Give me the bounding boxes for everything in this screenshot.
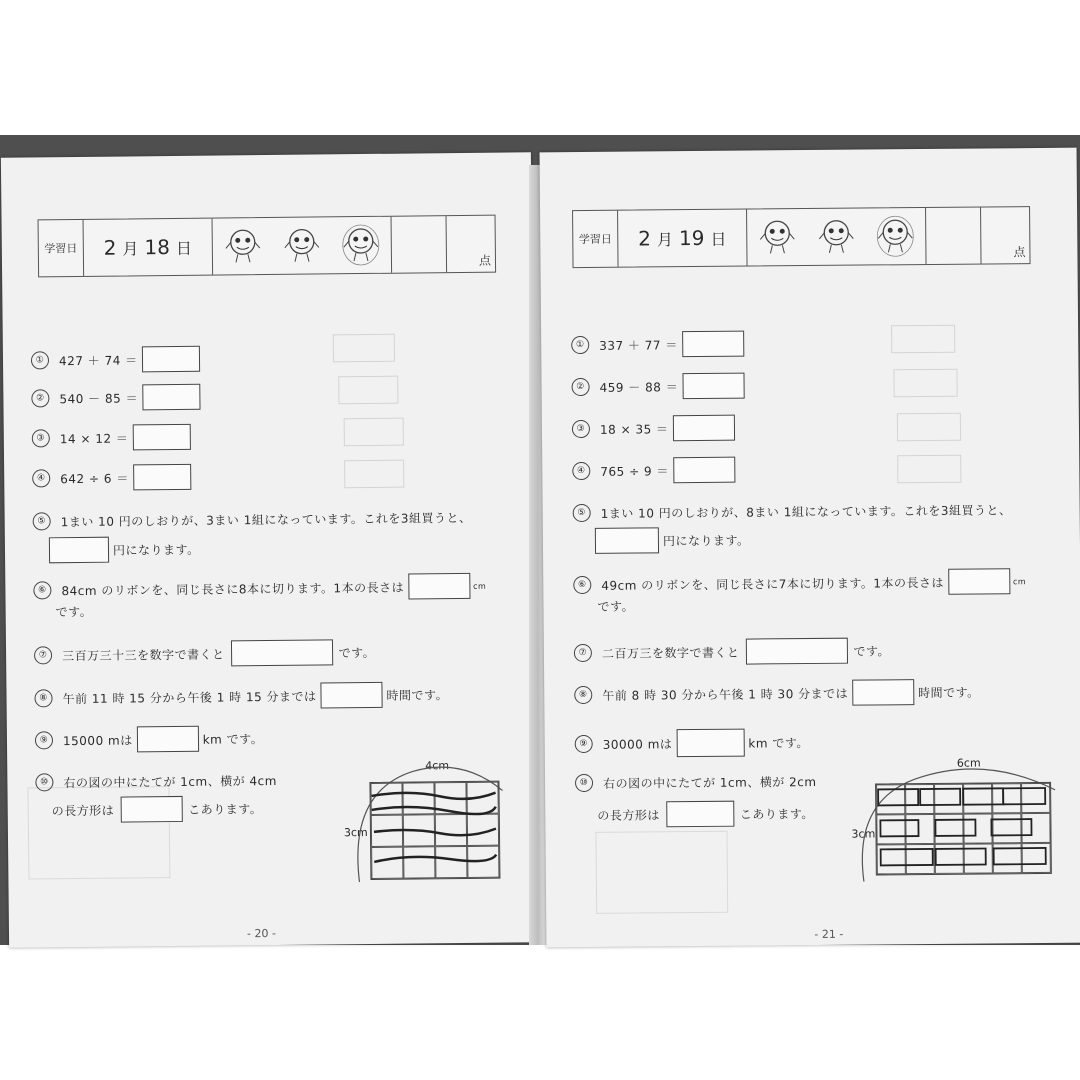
question-1	[31, 346, 200, 374]
question-text: km です。	[202, 731, 264, 747]
question-6	[573, 568, 1026, 598]
points-box	[447, 216, 496, 272]
question-text: の長方形は	[597, 807, 660, 823]
question-text: 時間です。	[918, 685, 980, 700]
answer-box[interactable]	[320, 682, 382, 709]
figure-width-label: 4cm	[425, 759, 450, 773]
answer-box[interactable]	[852, 679, 914, 706]
question-text: 午前 11 時 15 分から午後 1 時 15 分までは	[62, 689, 317, 706]
question-text: 1まい 10 円のしおりが、8まい 1組になっています。これを3組買うと、	[600, 502, 1012, 521]
question-text: 337 ＋ 77 ＝	[599, 337, 678, 353]
question-3	[572, 415, 735, 442]
day-unit: 日	[710, 229, 727, 249]
question-number: ⑤	[33, 512, 51, 530]
question-text: 右の図の中にたてが 1cm、横が 4cm	[63, 773, 277, 790]
answer-box[interactable]	[49, 537, 109, 564]
question-number: ⑨	[35, 731, 53, 749]
study-date-header	[38, 215, 497, 278]
question-text: 15000 mは	[62, 732, 133, 748]
character-icon	[757, 215, 797, 259]
pencil-marks	[369, 781, 500, 878]
question-number: ⑦	[574, 644, 592, 662]
question-8	[574, 679, 980, 709]
date-field	[618, 210, 747, 267]
bleed-through-mark	[893, 369, 957, 398]
question-number: ⑧	[34, 689, 52, 707]
question-10-line2	[52, 795, 263, 823]
question-10	[35, 771, 277, 792]
question-text: 14 × 12 ＝	[59, 430, 129, 446]
question-text: 三百万三十三を数字で書くと	[62, 646, 225, 663]
answer-box[interactable]	[120, 796, 182, 823]
question-text: こあります。	[188, 801, 263, 817]
question-number: ①	[571, 336, 589, 354]
question-5	[573, 500, 1012, 522]
day-value: 19	[678, 225, 705, 251]
question-number: ④	[572, 462, 590, 480]
answer-box[interactable]	[132, 424, 190, 451]
answer-box[interactable]	[673, 457, 735, 484]
question-number: ⑦	[34, 646, 52, 664]
question-text: こあります。	[739, 806, 814, 822]
points-unit: 点	[1013, 245, 1026, 260]
question-4	[572, 457, 735, 484]
character-icon	[816, 215, 856, 259]
question-number: ⑥	[573, 576, 591, 594]
question-text: です。	[853, 643, 891, 659]
character-row	[747, 208, 926, 266]
question-text: 二百万三を数字で書くと	[601, 645, 740, 661]
pencil-marks	[875, 782, 1052, 876]
bleed-through-mark	[344, 418, 404, 447]
left-page	[1, 152, 539, 948]
bleed-through-mark	[891, 325, 955, 354]
unit-label: cm	[1012, 576, 1027, 586]
question-10-line2	[597, 800, 814, 828]
bleed-through-mark	[897, 455, 961, 484]
figure-width-label: 6cm	[956, 756, 981, 770]
question-7	[574, 637, 890, 666]
month-value: 2	[638, 226, 652, 251]
answer-box[interactable]	[133, 464, 191, 491]
question-number: ⑧	[574, 686, 592, 704]
question-2	[31, 384, 200, 412]
character-row	[213, 217, 393, 275]
question-number: ①	[31, 351, 49, 369]
question-text: 午前 8 時 30 分から午後 1 時 30 分までは	[602, 686, 849, 703]
answer-box[interactable]	[948, 568, 1010, 595]
question-number: ②	[31, 389, 49, 407]
page-number: - 21 -	[814, 927, 844, 941]
question-text: 18 × 35 ＝	[599, 421, 669, 437]
page-number: - 20 -	[246, 926, 277, 941]
points-unit: 点	[478, 253, 492, 268]
character-icon	[875, 214, 915, 258]
question-text: です。	[55, 604, 93, 620]
question-text: 30000 mは	[602, 736, 673, 752]
answer-box[interactable]	[666, 801, 734, 828]
question-text: 765 ÷ 9 ＝	[600, 463, 669, 479]
question-5-line2	[49, 536, 200, 564]
score-box	[926, 208, 981, 264]
question-text: 右の図の中にたてが 1cm、横が 2cm	[602, 774, 817, 791]
question-3	[32, 424, 191, 452]
figure-height-label: 3cm	[851, 827, 876, 841]
bleed-through-grid	[595, 831, 728, 914]
question-text: km です。	[748, 735, 809, 751]
bleed-through-mark	[333, 334, 395, 363]
answer-box[interactable]	[137, 726, 199, 753]
question-number: ⑩	[575, 774, 593, 792]
question-number: ⑤	[573, 504, 591, 522]
answer-box[interactable]	[595, 527, 659, 554]
month-value: 2	[103, 235, 117, 260]
date-field	[84, 219, 214, 276]
question-number: ⑥	[33, 581, 51, 599]
points-box	[981, 207, 1029, 263]
question-text: の長方形は	[51, 803, 115, 818]
question-text: 427 ＋ 74 ＝	[58, 352, 138, 368]
right-page	[540, 148, 1080, 948]
question-8	[34, 681, 448, 711]
answer-box[interactable]	[142, 384, 200, 411]
question-5-line2	[595, 527, 750, 554]
bleed-through-mark	[338, 376, 398, 405]
question-number: ⑩	[35, 773, 53, 791]
study-date-label: 学習日	[573, 211, 618, 267]
answer-box[interactable]	[408, 573, 470, 600]
question-6-line2	[56, 603, 93, 620]
day-value: 18	[144, 235, 171, 260]
question-10	[575, 772, 817, 792]
question-number: ③	[572, 420, 590, 438]
character-icon	[222, 224, 262, 268]
question-6	[33, 573, 486, 604]
bleed-through-mark	[897, 413, 961, 442]
question-text: 642 ÷ 6 ＝	[60, 470, 129, 486]
answer-box[interactable]	[230, 639, 332, 666]
character-icon	[282, 223, 322, 267]
question-text: 円になります。	[112, 542, 200, 558]
study-date-label: 学習日	[39, 220, 85, 276]
question-text: 円になります。	[662, 533, 750, 548]
question-number: ②	[572, 378, 590, 396]
question-9	[575, 728, 809, 758]
question-text: 時間です。	[386, 687, 449, 703]
question-number: ④	[32, 469, 50, 487]
answer-box[interactable]	[672, 415, 734, 442]
unit-label: cm	[473, 581, 487, 591]
figure-height-label: 3cm	[343, 825, 368, 840]
answer-box[interactable]	[682, 373, 744, 400]
month-unit: 月	[656, 229, 674, 249]
question-6-line2	[597, 598, 634, 615]
question-text: 459 － 88 ＝	[599, 379, 679, 395]
question-text: です。	[597, 599, 635, 614]
score-box	[392, 216, 448, 273]
character-icon	[341, 223, 381, 267]
question-text: 540 － 85 ＝	[59, 390, 139, 406]
answer-box[interactable]	[676, 729, 744, 758]
study-date-header	[572, 206, 1030, 268]
question-text: です。	[338, 645, 376, 660]
answer-box[interactable]	[682, 331, 744, 358]
month-unit: 月	[122, 238, 139, 259]
bleed-through-mark	[344, 460, 404, 489]
question-7	[34, 639, 375, 669]
question-2	[571, 373, 744, 401]
answer-box[interactable]	[141, 346, 199, 373]
question-number: ③	[32, 429, 50, 447]
question-1	[571, 331, 744, 359]
question-4	[32, 464, 191, 492]
question-9	[35, 725, 263, 753]
question-text: 1まい 10 円のしおりが、3まい 1組になっています。これを3組買うと、	[60, 510, 472, 529]
question-text: 49cm のリボンを、同じ長さに7本に切ります。1本の長さは	[601, 575, 945, 593]
question-5	[33, 508, 472, 531]
day-unit: 日	[175, 238, 193, 258]
question-text: 84cm のリボンを、同じ長さに8本に切ります。1本の長さは	[61, 580, 405, 598]
question-number: ⑨	[575, 735, 593, 753]
answer-box[interactable]	[745, 638, 847, 665]
